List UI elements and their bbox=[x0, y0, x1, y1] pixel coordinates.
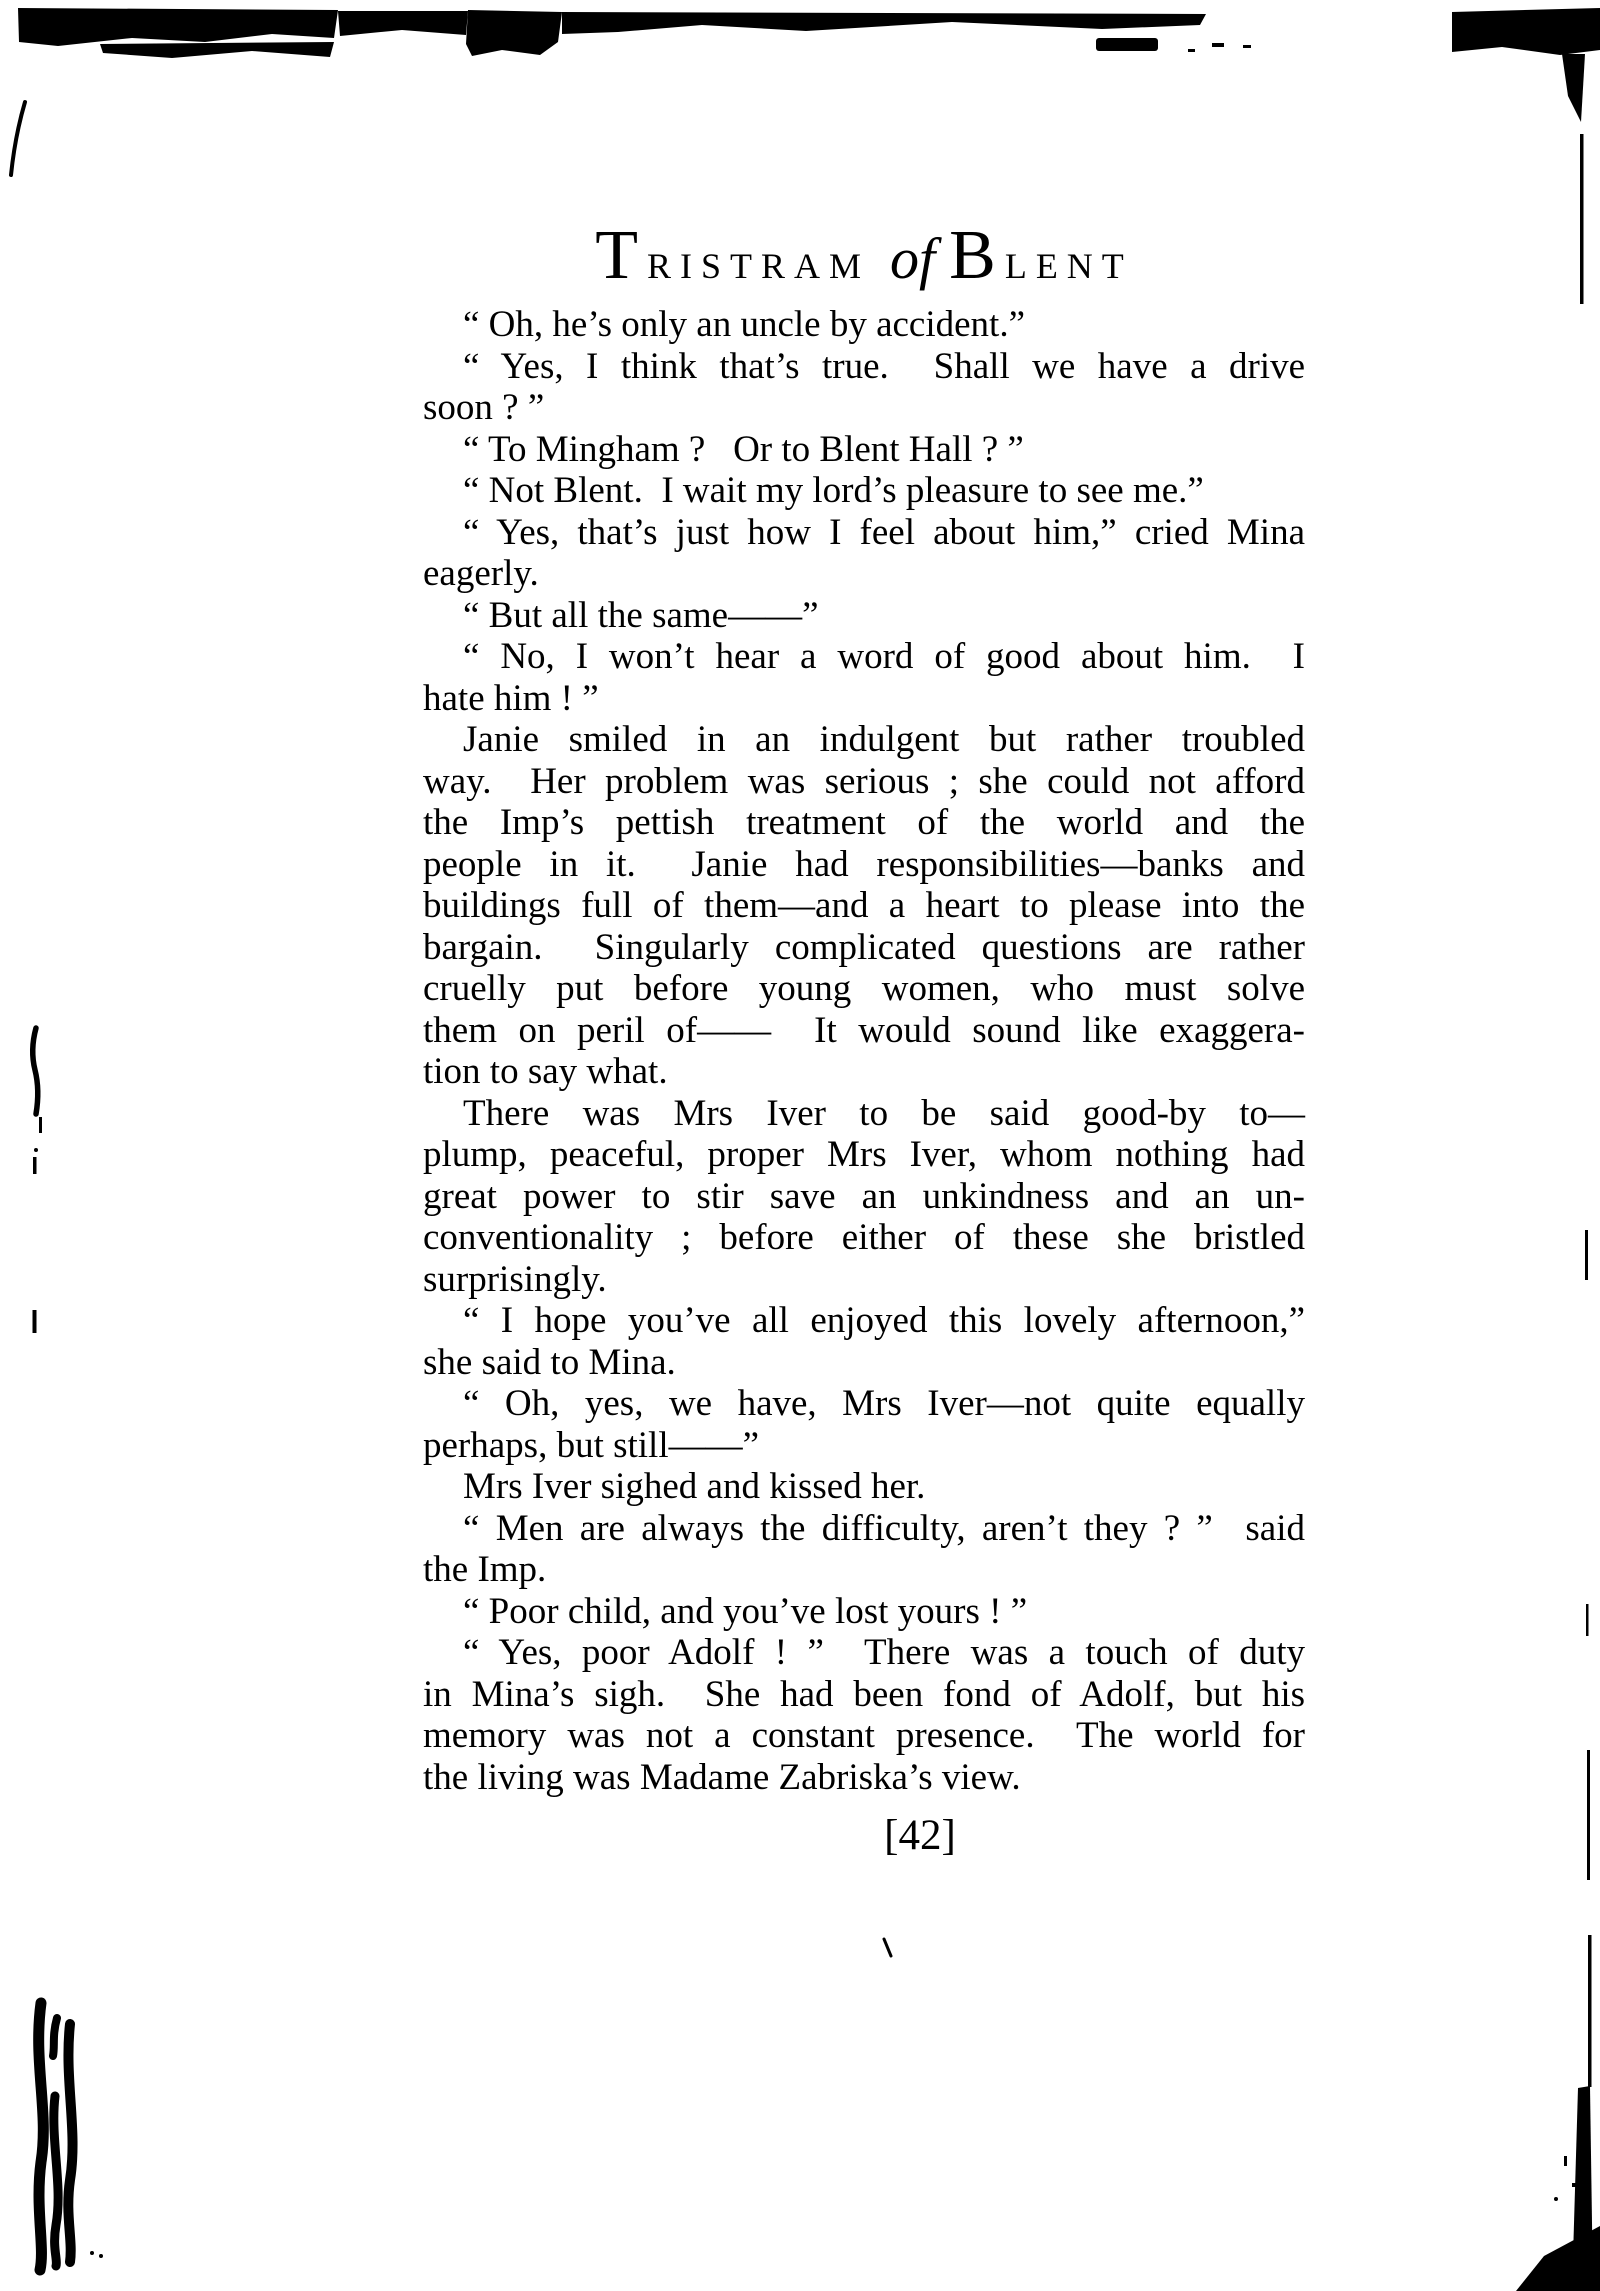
text-line: “ To Mingham ? Or to Blent Hall ? ” bbox=[463, 428, 1024, 470]
text-line: soon ? ” bbox=[423, 387, 545, 428]
left-margin-tick bbox=[33, 1157, 37, 1174]
text-line: conventionality ; before either of these she bristled bbox=[423, 1217, 1305, 1258]
top-ink-band-left-blob bbox=[18, 8, 338, 46]
bottom-left-streak bbox=[54, 2096, 58, 2266]
text-line: surprisingly. bbox=[423, 1258, 607, 1300]
text-line: tion to say what. bbox=[423, 1051, 668, 1092]
text-line: “ Poor child, and you’ve lost yours ! ” bbox=[463, 1590, 1028, 1632]
right-edge-line-segment bbox=[1586, 1604, 1589, 1636]
body-text-block bbox=[423, 304, 1305, 1798]
text-line: “ Oh, yes, we have, Mrs Iver—not quite equally bbox=[463, 1383, 1305, 1424]
text-line: memory was not a constant presence. The world for bbox=[423, 1715, 1305, 1756]
text-line: “ No, I won’t hear a word of good about him. I bbox=[463, 636, 1305, 677]
bottom-right-bar bbox=[1572, 2086, 1593, 2291]
text-line: eagerly. bbox=[423, 553, 539, 594]
text-line: bargain. Singularly complicated questions are rather bbox=[423, 926, 1305, 968]
left-margin-slash-mark bbox=[11, 102, 25, 175]
text-line: There was Mrs Iver to be said good-by to— bbox=[463, 1092, 1305, 1134]
top-ink-speck bbox=[1096, 38, 1158, 51]
paragraph bbox=[423, 470, 1305, 512]
paragraph bbox=[423, 1300, 1305, 1383]
paragraph bbox=[423, 1508, 1305, 1591]
top-right-wedge bbox=[1562, 54, 1585, 122]
paragraph bbox=[423, 595, 1305, 637]
top-ink-speck bbox=[1243, 45, 1251, 48]
bottom-right-speck bbox=[1572, 2183, 1577, 2187]
text-line: hate him ! ” bbox=[423, 677, 599, 719]
text-line: the living was Madame Zabriska’s view. bbox=[423, 1756, 1021, 1798]
text-line: “ Men are always the difficulty, aren’t they ? ” said bbox=[463, 1507, 1305, 1549]
text-line: she said to Mina. bbox=[423, 1341, 676, 1383]
right-edge-line-segment bbox=[1585, 1230, 1588, 1280]
paragraph bbox=[423, 1591, 1305, 1633]
text-line: plump, peaceful, proper Mrs Iver, whom nothing had bbox=[423, 1134, 1305, 1175]
text-line: “ I hope you’ve all enjoyed this lovely afternoon,” bbox=[463, 1300, 1305, 1341]
paragraph bbox=[423, 1383, 1305, 1466]
paragraph bbox=[423, 1093, 1305, 1301]
paragraph bbox=[423, 304, 1305, 346]
title-smallcaps-ristram: RISTRAM bbox=[646, 246, 870, 286]
paragraph bbox=[423, 719, 1305, 1093]
bottom-left-streak bbox=[68, 2024, 72, 2262]
bottom-right-speck bbox=[1554, 2197, 1558, 2201]
top-ink-band-long-strip bbox=[562, 12, 1206, 34]
bottom-left-dot bbox=[99, 2254, 103, 2258]
bottom-right-speck bbox=[1564, 2156, 1567, 2166]
title-initial-t: T bbox=[595, 217, 647, 294]
bottom-left-dot bbox=[90, 2251, 94, 2255]
text-line: “ Yes, that’s just how I feel about him,” cried Mina bbox=[463, 511, 1305, 553]
text-line: “ Yes, poor Adolf ! ” There was a touch of duty bbox=[463, 1632, 1305, 1673]
bottom-right-corner-wedge bbox=[1516, 2226, 1600, 2291]
text-line: the Imp’s pettish treatment of the world and the bbox=[423, 802, 1305, 843]
bottom-left-streak bbox=[53, 2018, 57, 2056]
left-margin-tick bbox=[39, 1117, 42, 1133]
left-margin-tick bbox=[33, 1310, 37, 1333]
text-line: great power to stir save an unkindness and an un- bbox=[423, 1175, 1305, 1217]
text-line: Mrs Iver sighed and kissed her. bbox=[463, 1466, 926, 1507]
paragraph bbox=[423, 346, 1305, 429]
paragraph bbox=[423, 636, 1305, 719]
page-title bbox=[423, 216, 1305, 296]
paragraph bbox=[423, 429, 1305, 471]
text-line: “ Oh, he’s only an uncle by accident.” bbox=[463, 304, 1025, 345]
right-edge-line-segment bbox=[1587, 1750, 1590, 1880]
paragraph bbox=[423, 1632, 1305, 1798]
top-ink-band-mid-blob bbox=[466, 10, 562, 56]
text-line: buildings full of them—and a heart to please into the bbox=[423, 885, 1305, 926]
text-line: “ Yes, I think that’s true. Shall we have a drive bbox=[463, 345, 1305, 387]
text-line: the Imp. bbox=[423, 1549, 547, 1590]
below-page-number-speck bbox=[884, 1939, 891, 1956]
text-line: “ Not Blent. I wait my lord’s pleasure to see me.” bbox=[463, 470, 1204, 511]
text-line: “ But all the same——” bbox=[463, 594, 819, 636]
right-edge-line-segment bbox=[1588, 1935, 1592, 2087]
text-line: them on peril of—— It would sound like exaggera- bbox=[423, 1009, 1305, 1051]
top-right-corner-blob bbox=[1452, 8, 1600, 55]
title-smallcaps-lent: LENT bbox=[1004, 246, 1133, 286]
text-line: cruelly put before young women, who must solve bbox=[423, 968, 1305, 1009]
title-initial-b: B bbox=[949, 217, 1005, 294]
top-ink-speck bbox=[1212, 43, 1224, 47]
text-line: people in it. Janie had responsibilities—banks and bbox=[423, 843, 1305, 885]
right-edge-line-segment bbox=[1580, 134, 1584, 304]
top-ink-band-connector bbox=[338, 11, 468, 36]
top-ink-speck bbox=[1188, 49, 1195, 52]
bottom-left-streak bbox=[39, 2003, 44, 2270]
left-margin-squiggle bbox=[33, 1028, 38, 1114]
text-line: in Mina’s sigh. She had been fond of Adolf, but his bbox=[423, 1673, 1305, 1715]
page-number: [42] bbox=[884, 1812, 956, 1859]
paragraph bbox=[423, 512, 1305, 595]
text-line: way. Her problem was serious ; she could not afford bbox=[423, 760, 1305, 802]
left-margin-dot bbox=[34, 1148, 38, 1152]
paragraph bbox=[423, 1466, 1305, 1508]
title-of-italic: of bbox=[890, 226, 936, 291]
text-line: perhaps, but still——” bbox=[423, 1424, 760, 1466]
text-line: Janie smiled in an indulgent but rather troubled bbox=[463, 719, 1305, 760]
top-ink-band-left-lip bbox=[100, 42, 334, 58]
